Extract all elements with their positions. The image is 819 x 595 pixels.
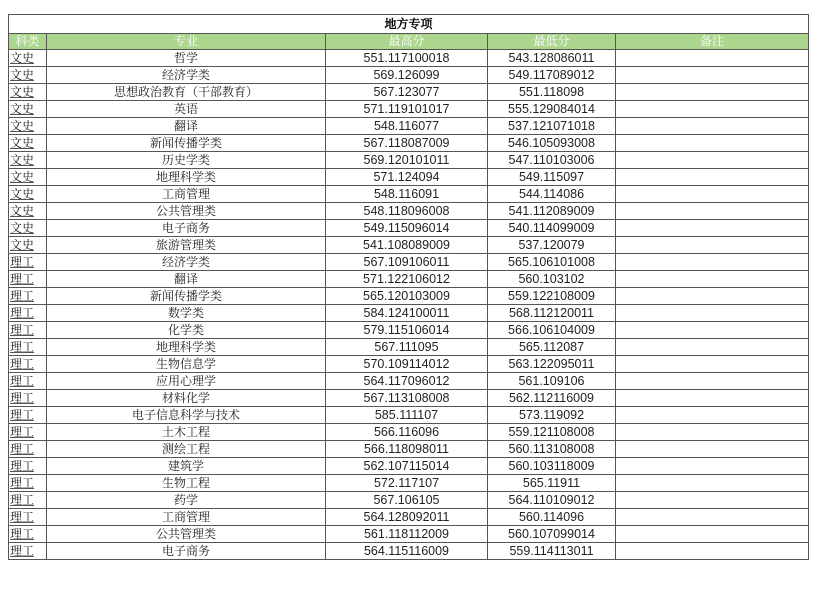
- cell-note[interactable]: [616, 390, 809, 407]
- cell-note[interactable]: [616, 169, 809, 186]
- cell-major[interactable]: 地理科学类: [47, 339, 326, 356]
- cell-major[interactable]: 应用心理学: [47, 373, 326, 390]
- cell-major[interactable]: 工商管理: [47, 186, 326, 203]
- cell-note[interactable]: [616, 50, 809, 67]
- cell-min-score[interactable]: 566.106104009: [488, 322, 616, 339]
- cell-category[interactable]: 理工: [9, 441, 47, 458]
- table-row: [9, 339, 809, 356]
- cell-category[interactable]: 理工: [9, 424, 47, 441]
- cell-max-score[interactable]: 567.109106011: [326, 254, 488, 271]
- cell-max-score[interactable]: 562.107115014: [326, 458, 488, 475]
- cell-category[interactable]: 文史: [9, 101, 47, 118]
- cell-min-score[interactable]: 549.117089012: [488, 67, 616, 84]
- cell-note[interactable]: [616, 407, 809, 424]
- cell-note[interactable]: [616, 543, 809, 560]
- cell-max-score[interactable]: 579.115106014: [326, 322, 488, 339]
- table-row: [9, 373, 809, 390]
- table-row: [9, 356, 809, 373]
- table-row: [9, 390, 809, 407]
- cell-note[interactable]: [616, 67, 809, 84]
- cell-max-score[interactable]: 564.128092011: [326, 509, 488, 526]
- cell-max-score[interactable]: 569.126099: [326, 67, 488, 84]
- title-row: [9, 15, 809, 34]
- cell-min-score[interactable]: 561.109106: [488, 373, 616, 390]
- cell-note[interactable]: [616, 322, 809, 339]
- cell-note[interactable]: [616, 441, 809, 458]
- cell-category[interactable]: 理工: [9, 526, 47, 543]
- cell-note[interactable]: [616, 203, 809, 220]
- cell-min-score[interactable]: 537.121071018: [488, 118, 616, 135]
- cell-note[interactable]: [616, 288, 809, 305]
- cell-min-score[interactable]: 560.107099014: [488, 526, 616, 543]
- cell-max-score[interactable]: 567.106105: [326, 492, 488, 509]
- cell-note[interactable]: [616, 475, 809, 492]
- table-row: [9, 424, 809, 441]
- cell-note[interactable]: [616, 84, 809, 101]
- cell-max-score[interactable]: 548.116091: [326, 186, 488, 203]
- cell-category[interactable]: 理工: [9, 373, 47, 390]
- cell-note[interactable]: [616, 509, 809, 526]
- table-row: [9, 322, 809, 339]
- table-row: [9, 458, 809, 475]
- table-row: [9, 509, 809, 526]
- cell-note[interactable]: [616, 356, 809, 373]
- table-row: [9, 186, 809, 203]
- cell-note[interactable]: [616, 526, 809, 543]
- cell-note[interactable]: [616, 186, 809, 203]
- cell-category[interactable]: 文史: [9, 135, 47, 152]
- cell-max-score[interactable]: 584.124100011: [326, 305, 488, 322]
- cell-major[interactable]: 土木工程: [47, 424, 326, 441]
- cell-category[interactable]: 理工: [9, 543, 47, 560]
- cell-major[interactable]: 公共管理类: [47, 203, 326, 220]
- cell-major[interactable]: 电子商务: [47, 543, 326, 560]
- cell-max-score[interactable]: 564.117096012: [326, 373, 488, 390]
- cell-category[interactable]: 文史: [9, 237, 47, 254]
- cell-min-score[interactable]: 568.112120011: [488, 305, 616, 322]
- cell-min-score[interactable]: 565.11911: [488, 475, 616, 492]
- cell-major[interactable]: 新闻传播学类: [47, 135, 326, 152]
- cell-note[interactable]: [616, 135, 809, 152]
- header-row: [9, 34, 809, 50]
- cell-min-score[interactable]: 541.112089009: [488, 203, 616, 220]
- header-max-score[interactable]: 最高分: [326, 34, 488, 50]
- cell-note[interactable]: [616, 237, 809, 254]
- cell-min-score[interactable]: 547.110103006: [488, 152, 616, 169]
- cell-major[interactable]: 地理科学类: [47, 169, 326, 186]
- cell-min-score[interactable]: 562.112116009: [488, 390, 616, 407]
- cell-max-score[interactable]: 569.120101011: [326, 152, 488, 169]
- cell-major[interactable]: 经济学类: [47, 254, 326, 271]
- table-row: [9, 288, 809, 305]
- cell-min-score[interactable]: 540.114099009: [488, 220, 616, 237]
- cell-major[interactable]: 公共管理类: [47, 526, 326, 543]
- cell-min-score[interactable]: 551.118098: [488, 84, 616, 101]
- cell-note[interactable]: [616, 339, 809, 356]
- cell-major[interactable]: 英语: [47, 101, 326, 118]
- table-row: [9, 526, 809, 543]
- cell-category[interactable]: 理工: [9, 271, 47, 288]
- cell-major[interactable]: 新闻传播学类: [47, 288, 326, 305]
- cell-note[interactable]: [616, 220, 809, 237]
- cell-max-score[interactable]: 561.118112009: [326, 526, 488, 543]
- header-note[interactable]: 备注: [616, 34, 809, 50]
- cell-category[interactable]: 理工: [9, 356, 47, 373]
- cell-max-score[interactable]: 567.111095: [326, 339, 488, 356]
- cell-major[interactable]: 化学类: [47, 322, 326, 339]
- cell-max-score[interactable]: 571.122106012: [326, 271, 488, 288]
- cell-max-score[interactable]: 567.113108008: [326, 390, 488, 407]
- cell-category[interactable]: 理工: [9, 407, 47, 424]
- cell-max-score[interactable]: 548.118096008: [326, 203, 488, 220]
- cell-max-score[interactable]: 585.111107: [326, 407, 488, 424]
- cell-min-score[interactable]: 537.120079: [488, 237, 616, 254]
- cell-min-score[interactable]: 559.114113011: [488, 543, 616, 560]
- cell-note[interactable]: [616, 118, 809, 135]
- cell-max-score[interactable]: 570.109114012: [326, 356, 488, 373]
- cell-max-score[interactable]: 566.118098011: [326, 441, 488, 458]
- cell-category[interactable]: 理工: [9, 509, 47, 526]
- cell-category[interactable]: 理工: [9, 458, 47, 475]
- table-row: [9, 220, 809, 237]
- cell-category[interactable]: 文史: [9, 169, 47, 186]
- table-row: [9, 135, 809, 152]
- table-row: [9, 254, 809, 271]
- cell-category[interactable]: 理工: [9, 492, 47, 509]
- cell-category[interactable]: 文史: [9, 84, 47, 101]
- table-row: [9, 50, 809, 67]
- cell-major[interactable]: 经济学类: [47, 67, 326, 84]
- cell-note[interactable]: [616, 101, 809, 118]
- table-row: [9, 152, 809, 169]
- cell-category[interactable]: 文史: [9, 118, 47, 135]
- table-title[interactable]: 地方专项: [9, 15, 809, 34]
- cell-major[interactable]: 工商管理: [47, 509, 326, 526]
- cell-min-score[interactable]: 559.121108008: [488, 424, 616, 441]
- cell-max-score[interactable]: 567.123077: [326, 84, 488, 101]
- cell-major[interactable]: 测绘工程: [47, 441, 326, 458]
- table-row: [9, 407, 809, 424]
- cell-category[interactable]: 文史: [9, 152, 47, 169]
- cell-major[interactable]: 思想政治教育（干部教育）: [47, 84, 326, 101]
- cell-max-score[interactable]: 566.116096: [326, 424, 488, 441]
- header-major[interactable]: 专业: [47, 34, 326, 50]
- cell-major[interactable]: 翻译: [47, 271, 326, 288]
- cell-category[interactable]: 文史: [9, 50, 47, 67]
- cell-max-score[interactable]: 564.115116009: [326, 543, 488, 560]
- cell-category[interactable]: 理工: [9, 475, 47, 492]
- cell-category[interactable]: 理工: [9, 390, 47, 407]
- cell-max-score[interactable]: 571.119101017: [326, 101, 488, 118]
- cell-major[interactable]: 数学类: [47, 305, 326, 322]
- cell-note[interactable]: [616, 152, 809, 169]
- cell-min-score[interactable]: 563.122095011: [488, 356, 616, 373]
- score-table: [8, 14, 809, 560]
- cell-max-score[interactable]: 572.117107: [326, 475, 488, 492]
- table-row: [9, 271, 809, 288]
- cell-note[interactable]: [616, 492, 809, 509]
- cell-major[interactable]: 翻译: [47, 118, 326, 135]
- cell-note[interactable]: [616, 458, 809, 475]
- cell-min-score[interactable]: 555.129084014: [488, 101, 616, 118]
- cell-major[interactable]: 旅游管理类: [47, 237, 326, 254]
- cell-min-score[interactable]: 560.113108008: [488, 441, 616, 458]
- cell-major[interactable]: 材料化学: [47, 390, 326, 407]
- cell-min-score[interactable]: 565.112087: [488, 339, 616, 356]
- cell-min-score[interactable]: 565.106101008: [488, 254, 616, 271]
- cell-note[interactable]: [616, 254, 809, 271]
- header-category[interactable]: 科类: [9, 34, 47, 50]
- cell-category[interactable]: 理工: [9, 288, 47, 305]
- cell-category[interactable]: 文史: [9, 67, 47, 84]
- cell-major[interactable]: 建筑学: [47, 458, 326, 475]
- cell-category[interactable]: 理工: [9, 339, 47, 356]
- cell-major[interactable]: 生物工程: [47, 475, 326, 492]
- table-row: [9, 84, 809, 101]
- cell-max-score[interactable]: 571.124094: [326, 169, 488, 186]
- cell-max-score[interactable]: 548.116077: [326, 118, 488, 135]
- cell-major[interactable]: 历史学类: [47, 152, 326, 169]
- cell-min-score[interactable]: 560.103118009: [488, 458, 616, 475]
- cell-min-score[interactable]: 560.103102: [488, 271, 616, 288]
- header-min-score[interactable]: 最低分: [488, 34, 616, 50]
- cell-max-score[interactable]: 551.117100018: [326, 50, 488, 67]
- table-row: [9, 543, 809, 560]
- cell-min-score[interactable]: 573.119092: [488, 407, 616, 424]
- table-row: [9, 169, 809, 186]
- cell-note[interactable]: [616, 305, 809, 322]
- table-row: [9, 203, 809, 220]
- table-row: [9, 492, 809, 509]
- cell-category[interactable]: 理工: [9, 322, 47, 339]
- cell-min-score[interactable]: 544.114086: [488, 186, 616, 203]
- cell-category[interactable]: 理工: [9, 254, 47, 271]
- cell-major[interactable]: 电子信息科学与技术: [47, 407, 326, 424]
- table-row: [9, 118, 809, 135]
- cell-max-score[interactable]: 541.108089009: [326, 237, 488, 254]
- cell-major[interactable]: 电子商务: [47, 220, 326, 237]
- table-row: [9, 67, 809, 84]
- cell-category[interactable]: 文史: [9, 220, 47, 237]
- table-row: [9, 441, 809, 458]
- cell-category[interactable]: 文史: [9, 203, 47, 220]
- cell-max-score[interactable]: 549.115096014: [326, 220, 488, 237]
- cell-note[interactable]: [616, 424, 809, 441]
- cell-min-score[interactable]: 546.105093008: [488, 135, 616, 152]
- cell-min-score[interactable]: 559.122108009: [488, 288, 616, 305]
- table-row: [9, 305, 809, 322]
- table-row: [9, 237, 809, 254]
- cell-min-score[interactable]: 543.128086011: [488, 50, 616, 67]
- cell-max-score[interactable]: 565.120103009: [326, 288, 488, 305]
- cell-major[interactable]: 生物信息学: [47, 356, 326, 373]
- cell-major[interactable]: 药学: [47, 492, 326, 509]
- cell-category[interactable]: 文史: [9, 186, 47, 203]
- cell-max-score[interactable]: 567.118087009: [326, 135, 488, 152]
- cell-major[interactable]: 哲学: [47, 50, 326, 67]
- cell-note[interactable]: [616, 271, 809, 288]
- cell-min-score[interactable]: 564.110109012: [488, 492, 616, 509]
- cell-min-score[interactable]: 560.114096: [488, 509, 616, 526]
- cell-category[interactable]: 理工: [9, 305, 47, 322]
- table-row: [9, 101, 809, 118]
- cell-note[interactable]: [616, 373, 809, 390]
- cell-min-score[interactable]: 549.115097: [488, 169, 616, 186]
- table-row: [9, 475, 809, 492]
